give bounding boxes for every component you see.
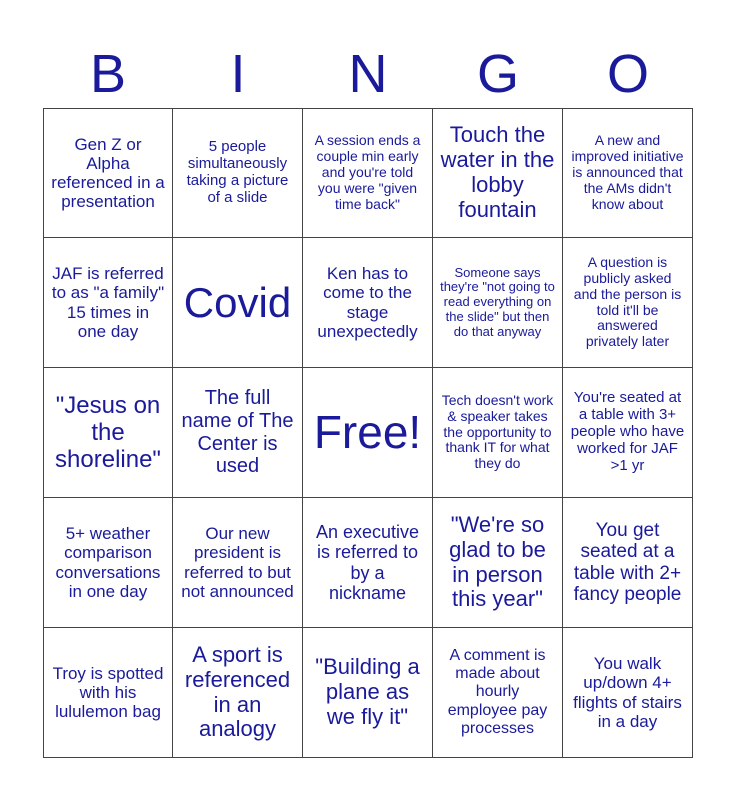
cell-text: A question is publicly asked and the person is told it'll be answered privately later — [573, 254, 682, 350]
cell-text: Tech doesn't work & speaker takes the opportunity to thank IT for what they do — [441, 391, 554, 472]
bingo-cell[interactable] — [303, 498, 433, 628]
bingo-cell[interactable] — [563, 368, 693, 498]
cell-text: JAF is referred to as "a family" 15 times in one day — [51, 264, 165, 341]
cell-text: You get seated at a table with 2+ fancy people — [573, 519, 682, 605]
cell-text: The full name of The Center is used — [181, 387, 294, 478]
bingo-cell[interactable] — [173, 368, 303, 498]
bingo-cell[interactable] — [43, 498, 173, 628]
cell-text: You walk up/down 4+ flights of stairs in a day — [573, 654, 682, 731]
bingo-cell[interactable] — [303, 628, 433, 758]
bingo-cell[interactable] — [303, 108, 433, 238]
bingo-cell[interactable] — [433, 108, 563, 238]
cell-text: A comment is made about hourly employee pay processes — [447, 647, 548, 737]
cell-text: A new and improved initiative is announced that the AMs didn't know about — [571, 132, 684, 212]
cell-text: Covid — [183, 278, 292, 326]
header-letter-o: O — [606, 44, 649, 104]
cell-text: "Building a plane as we fly it" — [315, 654, 420, 729]
bingo-cell[interactable] — [563, 108, 693, 238]
cell-text: Someone says they're "not going to read everything on the slide" but then do that anyway — [440, 264, 555, 339]
bingo-cell[interactable] — [303, 238, 433, 368]
header-letter-g: G — [476, 44, 519, 104]
cell-text: "Jesus on the shoreline" — [55, 391, 161, 474]
bingo-cell[interactable] — [563, 238, 693, 368]
bingo-cell[interactable] — [173, 238, 303, 368]
cell-text: You're seated at a table with 3+ people who have worked for JAF >1 yr — [570, 389, 685, 474]
bingo-cell[interactable] — [43, 238, 173, 368]
bingo-cell[interactable] — [173, 498, 303, 628]
bingo-header — [43, 40, 693, 108]
bingo-cell[interactable] — [433, 498, 563, 628]
cell-text: Free! — [313, 405, 422, 458]
bingo-cell[interactable] — [433, 628, 563, 758]
bingo-cell[interactable] — [173, 628, 303, 758]
free-space[interactable] — [303, 368, 433, 498]
bingo-cell[interactable] — [43, 628, 173, 758]
cell-text: A sport is referenced in an analogy — [184, 641, 291, 742]
cell-text: A session ends a couple min early and you're told you were "given time back" — [314, 132, 421, 212]
header-letter-n: N — [348, 44, 388, 104]
cell-text: Touch the water in the lobby fountain — [440, 122, 555, 222]
cell-text: 5 people simultaneously taking a picture of a slide — [186, 138, 289, 206]
cell-text: Ken has to come to the stage unexpectedly — [317, 264, 418, 341]
cell-text: Our new president is referred to but not announced — [181, 524, 294, 601]
cell-text: "We're so glad to be in person this year" — [449, 511, 546, 612]
bingo-cell[interactable] — [43, 368, 173, 498]
bingo-cell[interactable] — [563, 498, 693, 628]
bingo-cell[interactable] — [433, 238, 563, 368]
bingo-grid — [43, 108, 693, 758]
bingo-cell[interactable] — [563, 628, 693, 758]
cell-text: An executive is referred to by a nickname — [315, 521, 420, 603]
header-letter-i: I — [230, 44, 246, 104]
bingo-cell[interactable] — [43, 108, 173, 238]
cell-text: 5+ weather comparison conversations in one day — [55, 524, 161, 601]
cell-text: Troy is spotted with his lululemon bag — [52, 663, 164, 722]
bingo-cell[interactable] — [173, 108, 303, 238]
cell-text: Gen Z or Alpha referenced in a presentation — [51, 134, 165, 212]
bingo-cell[interactable] — [433, 368, 563, 498]
header-letter-b: B — [89, 44, 127, 104]
